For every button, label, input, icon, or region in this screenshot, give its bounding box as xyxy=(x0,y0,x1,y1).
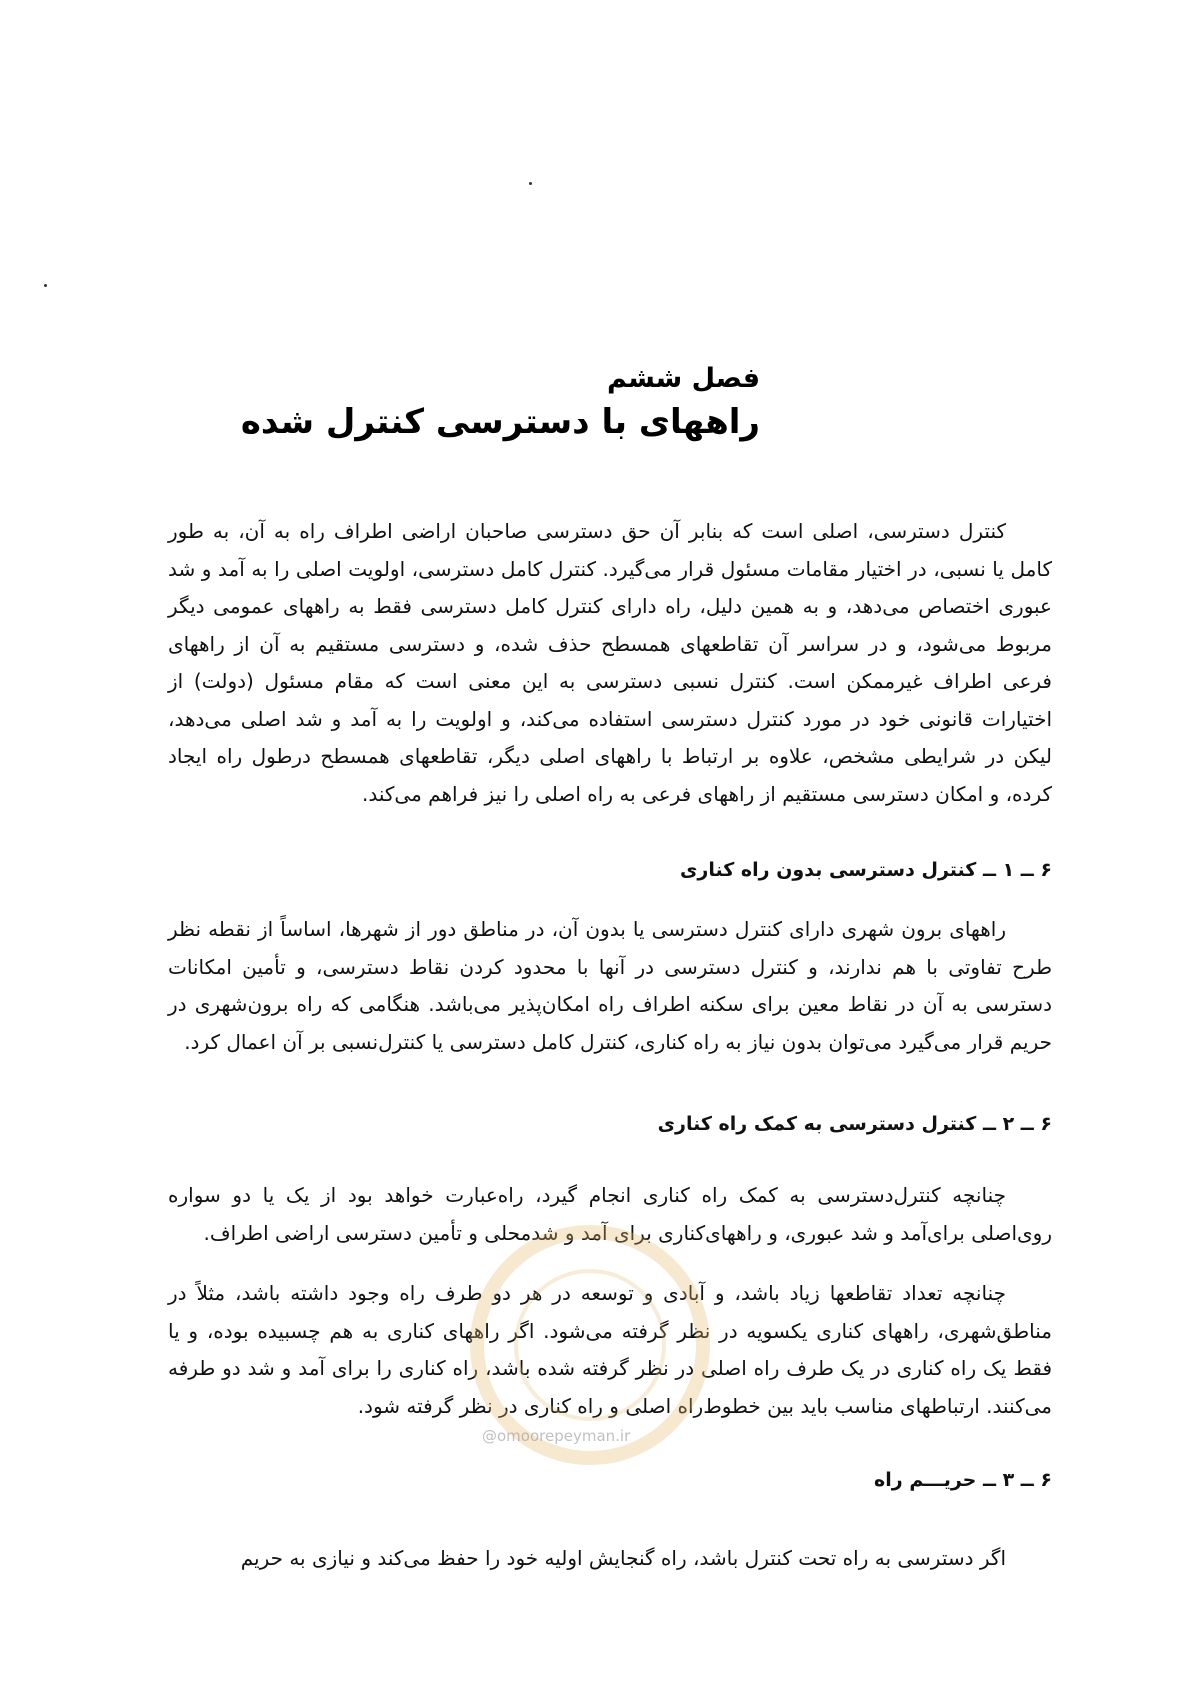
scan-speck xyxy=(529,182,532,185)
chapter-header xyxy=(241,360,760,446)
section-heading-6-1: ۶ ــ ۱ ــ کنترل دسترسی بدون راه کناری xyxy=(680,859,1052,881)
chapter-title: راههای با دسترسی کنترل شده xyxy=(240,402,760,442)
chapter-label: فصل ششم xyxy=(607,363,760,394)
intro-paragraph: کنترل دسترسی، اصلی است که بنابر آن حق دسترسی صاحبان اراضی اطراف راه به آن، به طور کامل یا نسبی، در اختیار مقامات مسئول قرار می‌گیرد. کنترل کامل دسترسی، اولویت اصلی را به آمد و شد عبوری اختصاص می‌دهد، و به همین دلیل، راه دارای کنترل کامل دسترسی فقط به راههای عمومی دیگر مربوط می‌شود، و در سراسر آن تقاطعهای همسطح حذف شده، و دسترسی مستقیم به آن از راههای فرعی اطراف غیرممکن است. کنترل نسبی دسترسی به این معنی است که مقام مسئول (دولت) از اختیارات قانونی خود در مورد کنترل دسترسی استفاده می‌کند، و اولویت را به آمد و شد اصلی می‌دهد، لیکن در شرایطی مشخص، علاوه بر ارتباط با راههای اصلی دیگر، تقاطعهای همسطح درطول راه ایجاد کرده، و امکان دسترسی مستقیم از راههای فرعی به راه اصلی را نیز فراهم می‌کند. xyxy=(168,519,1052,806)
section-6-2-paragraph-2: چنانچه تعداد تقاطعها زیاد باشد، و آبادی و توسعه در هر دو طرف راه وجود داشته باشد، مثلاً در مناطق‌شهری، راههای کناری یکسویه در نظر گرفته می‌شود. اگر راههای کناری به هم چسبیده بوده، و یا فقط یک راه کناری در یک طرف راه اصلی در نظر گرفته شده باشد، راه کناری را برای آمد و شد دو طرفه می‌کنند. ارتباطهای مناسب باید بین خطوط‌راه اصلی و راه کناری در نظر گرفته شود. xyxy=(168,1281,1052,1418)
section-6-2-paragraph-1: چنانچه کنترل‌دسترسی به کمک راه کناری انجام گیرد، راه‌عبارت خواهد بود از یک یا دو سواره روی‌اصلی برای‌آمد و شد عبوری، و راههای‌کناری برای آمد و شدمحلی و تأمین دسترسی اراضی اطراف. xyxy=(168,1183,1052,1245)
scan-speck xyxy=(44,284,47,287)
section-heading-6-3: ۶ ــ ۳ ــ حریـــم راه xyxy=(874,1469,1052,1491)
section-6-3-paragraph: اگر دسترسی به راه تحت کنترل باشد، راه گنجایش اولیه خود را حفظ می‌کند و نیازی به حریم xyxy=(240,1546,1006,1570)
section-heading-6-2: ۶ ــ ۲ ــ کنترل دسترسی به کمک راه کناری xyxy=(657,1113,1052,1135)
watermark-url: @omoorepeyman.ir xyxy=(482,1427,631,1445)
section-6-1-paragraph: راههای برون شهری دارای کنترل دسترسی یا بدون آن، در مناطق دور از شهرها، اساساً از نقطه نظر طرح تفاوتی با هم ندارند، و کنترل دسترسی در آنها با محدود کردن نقاط دسترسی، و تأمین امکانات دسترسی به آن در نقاط معین برای سکنه اطراف راه امکان‌پذیر می‌باشد. هنگامی که راه برون‌شهری در حریم قرار می‌گیرد می‌توان بدون نیاز به راه کناری، کنترل کامل دسترسی یا کنترل‌نسبی بر آن اعمال کرد. xyxy=(168,917,1052,1054)
body-text xyxy=(168,513,1052,1578)
